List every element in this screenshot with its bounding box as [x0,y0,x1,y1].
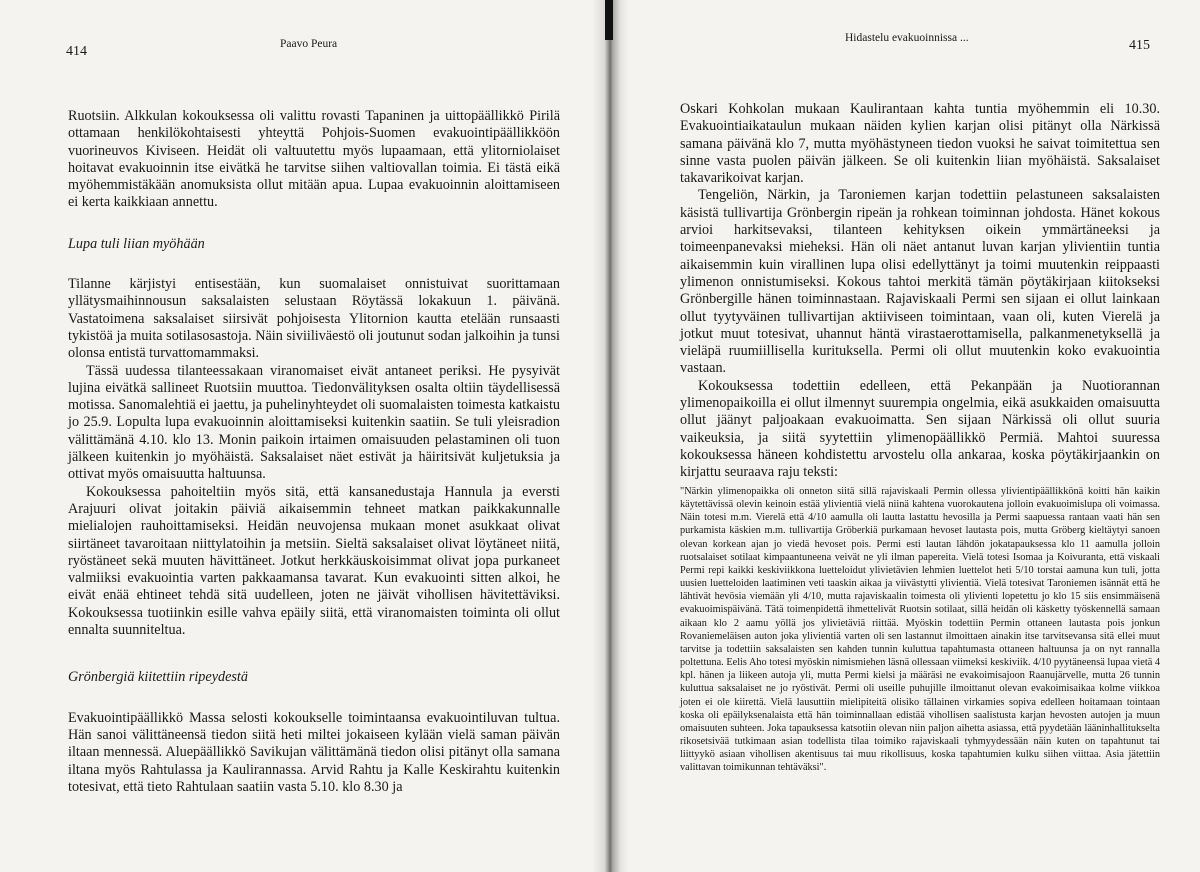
paragraph: Tilanne kärjistyi entisestään, kun suomalaiset onnistuivat suorittamaan yllätysmaihinnousun saksalaisten selustaan Röytässä lokakuun 1. päivänä. Vastatoimena saksalaiset siirsivät pohjoisesta Ylitornion kautta etelään runsaasti tykistöä ja muita sotilasosastoja. Näin siviiliväestö oli joutunut sodan jalkoihin ja tunsi olonsa entistä turvattomammaksi. [68,276,560,362]
right-body-text [680,101,1160,482]
right-page [620,0,1200,872]
page-number-right: 415 [1129,38,1150,53]
binding-shadow [605,0,613,40]
paragraph: Oskari Kohkolan mukaan Kaulirantaan kahta tuntia myöhemmin eli 10.30. Evakuointiaikataulun mukaan näiden kylien karjan olisi pitänyt olla Närkissä samana päivänä klo 7, mutta myöhästyneen tiedon vuoksi he saivat toimitettua sen sinne vasta puolen päivän jälkeen. Se oli kuitenkin liian myöhäistä. Saksalaiset takavarikoivat karjan. [680,101,1160,187]
page-number-left: 414 [66,44,87,59]
paragraph: Kokouksessa todettiin edelleen, että Pekanpään ja Nuotiorannan ylimenopaikoilla ei ollut ilmennyt suurempia ongelmia, eikä asukkaiden omaisuutta ollut jäänyt paljoakaan evakuoimatta. Sen sijaan Närkissä oli ollut suuria vaikeuksia, ja siitä syytettiin ylimenopäällikkö Permiä. Mahtoi suuressa kokouksessa häneen kohdistettu arvostelu olla ankaraa, koska pöytäkirjaankin on kirjattu seuraava raju teksti: [680,377,1160,481]
running-header-right: Hidastelu evakuoinnissa ... [845,32,969,44]
paragraph: Tengeliön, Närkin, ja Taroniemen karjan todettiin pelastuneen saksalaisten käsistä tullivartija Grönbergin ripeän ja rohkean toiminnan johdosta. Hänet kokous arvioi harkitsevaksi, tilanteen kehityksen oikein ymmärtäneeksi ja toimeenpanevaksi mieheksi. Hän oli näet antanut luvan karjan ylivientiin tuntia aikaisemmin kuin virallinen lupa olisi edellyttänyt ja toimi muutenkin reippaasti ylimenon onnistumiseksi. Kokous tahtoi merkitä tämän pöytäkirjaan kiitokseksi Grönbergille hänen toiminnastaan. Rajaviskaali Permi sen sijaan ei ollut lainkaan ollut tyytyväinen tullivartijan aktiiviseen toimintaan, vaan oli, kuten Vierelä ja jotkut muut totesivat, uhannut häntä virastaerottamisella, palkanmenetyksellä ja vieläpä ruumiillisella kurituksella. Permi oli ollut muutenkin koko evakuointia vastaan. [680,187,1160,377]
section-heading: Lupa tuli liian myöhään [68,235,205,252]
section-heading: Grönbergiä kiitettiin ripeydestä [68,669,248,686]
paragraph: Kokouksessa pahoiteltiin myös sitä, että kansanedustaja Hannula ja eversti Arajuuri olivat joitakin päiviä aikaisemmin tehneet matkan paikkakunnalle mielialojen rauhoittamiseksi. Heidän neuvojensa mukaan monet asukkaat olivat siirtäneet tavaroitaan niittylatoihin ja metsiin. Sieltä saksalaiset olivat löytäneet niitä, ryöstäneet sekä muuten hävittäneet. Jotkut herkkäuskoisimmat olivat jopa purkaneet valmiiksi evakuointia varten pakkaamansa tavarat. Kun evakuointi sitten alkoi, he eivät enää ehtineet tehdä sitä uudelleen, joten ne jäivät vihollisen hävitettäviksi. Kokouksessa tuotiinkin esille vahva epäily siitä, että viranomaisten toiminta oli ollut ennalta suunniteltua. [68,483,560,639]
book-gutter [592,0,628,872]
paragraph: Tässä uudessa tilanteessakaan viranomaiset eivät antaneet periksi. He pysyivät lujina eivätkä sallineet Ruotsiin muuttoa. Tiedonvälityksen osalta oltiin täydellisessä motissa. Sanomalehtiä ei jaettu, ja puhelinyhteydet oli suomalaisten toimesta katkaistu jo 25.9. Lopulta lupa evakuoinnin aloittamiseksi kuitenkin saatiin. Se tuli yleisradion välittämänä 4.10. klo 13. Monin paikoin irtaimen omaisuuden pelastaminen oli tuon jälkeen kuitenkin jo myöhäistä. Saksalaiset näet estivät ja häiritsivät kuljetuksia ja ottivat myös omaisuutta haltuunsa. [68,362,560,483]
block-quote: "Närkin ylimenopaikka oli onneton siitä sillä rajaviskaali Permin ollessa ylivientipäällikkönä koitti hän kaikin käytettävissä olevin keinoin estää ylivientiä vielä niinä kahtena vuorokautena jolloin evakuoimislupa oli voimassa. Näin totesi m.m. Vierelä että 4/10 aamulla oli lautta lastattu hevosilla ja Permi saapuessa rantaan vaati hän sen purkamista käskien m.m. tullivartija Gröberkiä purkamaan hevoset lautasta pois, mutta Gröberg kieltäytyi sanoen olevan korkean ajan jo viedä hevoset pois. Permi esti lautan lähdön jokatapauksessa klo 11 aamulla jolloin ruotsalaiset sotilaat kimpaantuneena veivät ne yli ilman papereita. Vielä totesi Isomaa ja Koivuranta, että viskaali Permi repi kaikki keskiviikkona luetteloidut ylivietävien lehmien luettelot heti 5/10 torstai aamuna kun tuli, jotta uusien luetteloiden laatiminen veti taaskin aikaa ja viivästytti ylivientiä. Vielä totesivat Taroniemen isännät että he lähtivät hevösia viemään yli 4/10, mutta rajaviskaalin toimesta oli ylivienti lopetettu jo klo 15 siis ensimmäisenä evakuoimispäivänä. Tätä toimenpidettä ihmettelivät Ruotsin sotilaat, sillä heidän oli käsketty työskennellä samaan aikaan klo 2 aamu yöllä jos ylivietäviä riittää. Myöskin todettiin Permin ottaneen lautasta pois jonkun Rovaniemeläisen auton joka ylivientiä varten oli sen lastannut ilmoittaen ainakin itse tarvitsevansa sitä ellei muut tarvitse ja todettiin saksalaisten sen kahden tunnin kuluttua tapahtumasta ottaneen haltuunsa ja on nyt rannalla poltettuna. Eelis Aho totesi myöskin nimismiehen läsnä ollessaan viimeksi keskiviik. 4/10 pyytäneensä lupaa vietä 4 kpl. hänen ja liikeen autoja yli, mutta Permi kielsi ja määräsi ne evakoimisajoon Raanujärvelle, mutta 26 tunnin kuluttua saksalaiset ne jo ryöstivät. Permi oli useille puhujille ilmoittanut olevan evakoimisaikaa kolme viikkoa joten ei ole kiirettä. Vielä lausuttiin mielipiteitä olisiko tällainen virkamies sopiva edelleen hoitamaan tointaan koska oli epäilyksenalaista että hän toiminnallaan edistää vihollisen saalistusta karjan hevosten autojen ja muun omaisuuten suhteen. Joka tapauksessa katsotiin olevan niin paljon aihetta asiassa, että pyydetään lääninhallitukselta rikosetsivää tutkimaan asian todellista tilaa toimiko rajaviskaali tyhmyydessään näin kuten on tapahtunut tai liittyykö asiaan vihollisen akentisuus tai muu rikollisuus, koska tapahtumien kulku siihen viittaa. Asia jätettiin valittavan toimikunnan tehtäväksi". [680,486,1160,774]
paragraph: Evakuointipäällikkö Massa selosti kokoukselle toimintaansa evakuointiluvan tultua. Hän sanoi välittäneensä tiedon siitä heti miltei jokaiseen kylään vielä saman päivän iltaan mennessä. Aluepäällikkö Savikujan välittämänä tiedon olisi pitänyt olla samana iltana myös Rahtulassa ja Kaulirannassa. Arvid Rahtu ja Kalle Keskirahtu kuitenkin totesivat, että tieto Rahtulaan saatiin vasta 5.10. klo 8.30 ja [68,709,560,795]
running-header-left: Paavo Peura [280,38,338,50]
left-body-text [68,108,560,796]
paragraph: Ruotsiin. Alkkulan kokouksessa oli valittu rovasti Tapaninen ja uittopäällikkö Pirilä ottamaan henkilökohtaisesti yhteyttä Pohjois-Suomen evakuointipäällikköön vuorineuvos Kiviseen. Heidät oli valtuutettu myös lupaamaan, että ylitorniolaiset hoitavat evakuoinnin itse eivätkä he tarvitse siihen valtiovallan toimia. Ei tästä eikä myöhemmistäkään anomuksista ollut mitään apua. Lupaa evakuoinnin aloittamiseen ei kerta kaikkiaan annettu. [68,108,560,211]
